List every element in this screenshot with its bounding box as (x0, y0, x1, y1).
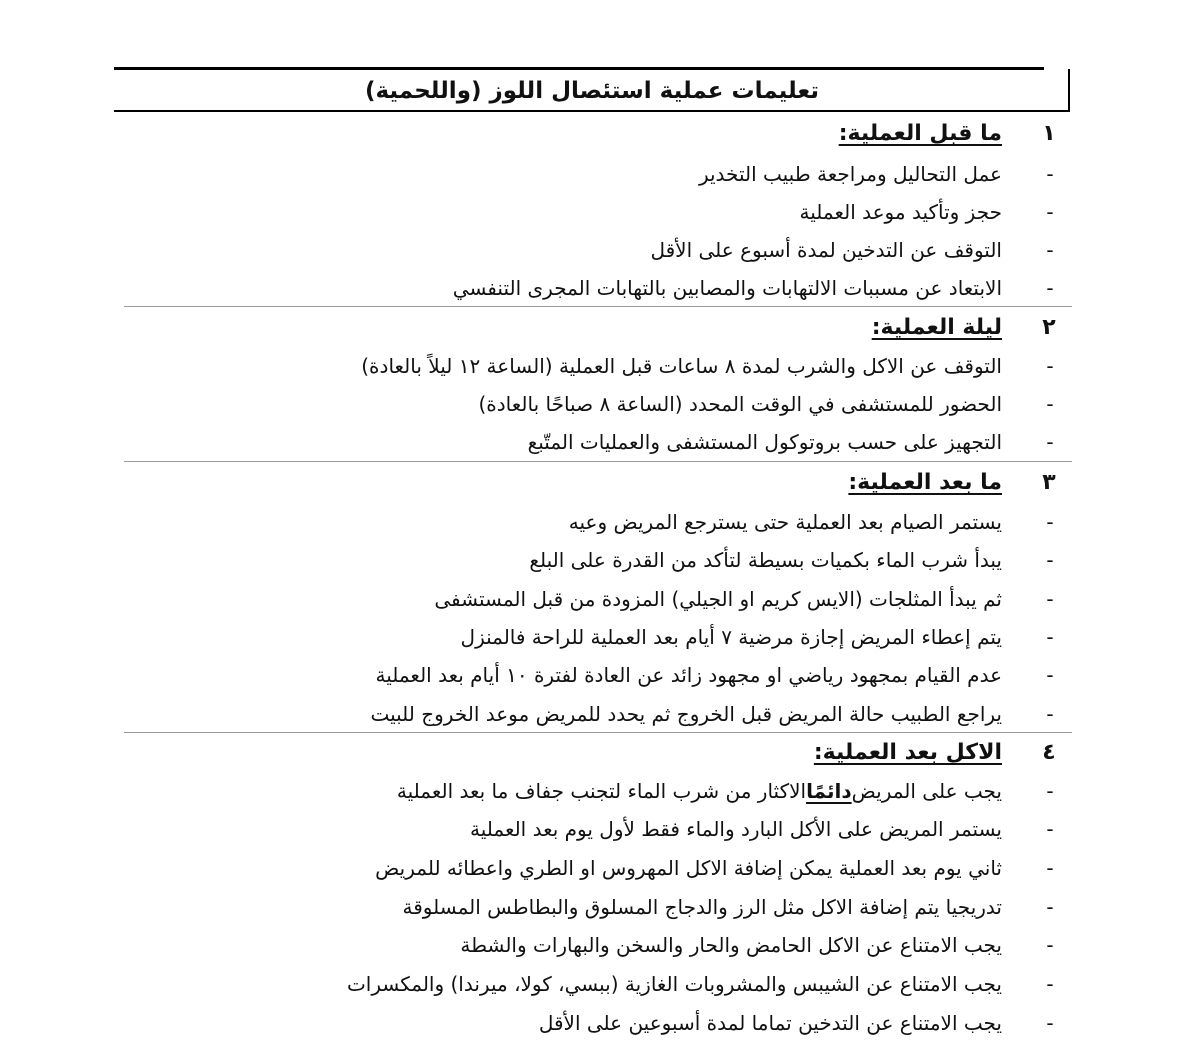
section-divider (124, 306, 1072, 307)
section-number: ٢ (1042, 314, 1056, 340)
bullet-dash: - (1046, 663, 1054, 687)
bullet-dash: - (1046, 779, 1054, 803)
bullet-dash: - (1046, 856, 1054, 880)
list-item (100, 1004, 1060, 1042)
list-item-text: يجب الامتناع عن التدخين تماما لمدة أسبوعين على الأقل (538, 1011, 1002, 1035)
bullet-dash: - (1046, 392, 1054, 416)
emphasis-text: دائمًا (806, 779, 852, 803)
list-item-text: الحضور للمستشفى في الوقت المحدد (الساعة ٨ صباحًا بالعادة) (478, 392, 1002, 416)
title-bottom-rule (114, 110, 1070, 112)
list-item-text: يجب الامتناع عن الاكل الحامض والحار والسخن والبهارات والشطة (460, 933, 1002, 957)
bullet-dash: - (1046, 162, 1054, 186)
list-item-text: يستمر الصيام بعد العملية حتى يسترجع المريض وعيه (568, 510, 1002, 534)
bullet-dash: - (1046, 587, 1054, 611)
page-title: تعليمات عملية استئصال اللوز (واللحمية) (364, 78, 820, 104)
list-item-text: يجب الامتناع عن الشيبس والمشروبات الغازية (ببسي، كولا، ميرندا) والمكسرات (346, 972, 1002, 996)
list-item (100, 695, 1060, 733)
list-item (100, 926, 1060, 964)
bullet-dash: - (1046, 510, 1054, 534)
section-heading-after-surgery (100, 463, 1060, 501)
list-item (100, 656, 1060, 694)
list-item-text: التجهيز على حسب بروتوكول المستشفى والعمليات المتّبع (527, 430, 1002, 454)
bullet-dash: - (1046, 933, 1054, 957)
list-item-text: تدريجيا يتم إضافة الاكل مثل الرز والدجاج المسلوق والبطاطس المسلوقة (402, 895, 1002, 919)
title-top-rule (114, 67, 1044, 70)
list-item (100, 193, 1060, 231)
bullet-dash: - (1046, 972, 1054, 996)
section-heading: الاكل بعد العملية: (813, 739, 1002, 765)
list-item-text: يستمر المريض على الأكل البارد والماء فقط لأول يوم بعد العملية (470, 817, 1002, 841)
list-item (100, 423, 1060, 461)
list-item (100, 155, 1060, 193)
list-item (100, 618, 1060, 656)
list-item (100, 385, 1060, 423)
bullet-dash: - (1046, 354, 1054, 378)
section-number: ١ (1042, 120, 1056, 146)
bullet-dash: - (1046, 548, 1054, 572)
bullet-dash: - (1046, 817, 1054, 841)
list-item (100, 965, 1060, 1003)
section-heading-eating-after-surgery (100, 733, 1060, 771)
list-item (100, 541, 1060, 579)
section-divider (124, 461, 1072, 462)
list-item (100, 849, 1060, 887)
list-item (100, 231, 1060, 269)
list-item (100, 269, 1060, 307)
list-item-text: حجز وتأكيد موعد العملية (799, 200, 1002, 224)
list-item-text (397, 772, 1002, 810)
bullet-dash: - (1046, 238, 1054, 262)
bullet-dash: - (1046, 702, 1054, 726)
bullet-dash: - (1046, 430, 1054, 454)
list-item (100, 772, 1060, 810)
list-item-text: يراجع الطبيب حالة المريض قبل الخروج ثم يحدد للمريض موعد الخروج للبيت (370, 702, 1002, 726)
section-number: ٣ (1042, 469, 1056, 495)
list-item-text-part: يجب على المريض (851, 779, 1002, 803)
list-item-text: يبدأ شرب الماء بكميات بسيطة لتأكد من القدرة على البلع (529, 548, 1002, 572)
section-heading: ما قبل العملية: (838, 120, 1002, 146)
list-item-text: عدم القيام بمجهود رياضي او مجهود زائد عن العادة لفترة ١٠ أيام بعد العملية (375, 663, 1002, 687)
list-item-text-part: الاكثار من شرب الماء لتجنب جفاف ما بعد العملية (396, 779, 807, 803)
list-item (100, 347, 1060, 385)
bullet-dash: - (1046, 276, 1054, 300)
list-item (100, 503, 1060, 541)
section-heading: ليلة العملية: (871, 314, 1002, 340)
section-heading: ما بعد العملية: (848, 469, 1002, 495)
list-item-text: التوقف عن الاكل والشرب لمدة ٨ ساعات قبل العملية (الساعة ١٢ ليلاً بالعادة) (361, 354, 1002, 378)
bullet-dash: - (1046, 625, 1054, 649)
bullet-dash: - (1046, 895, 1054, 919)
list-item-text: الابتعاد عن مسببات الالتهابات والمصابين بالتهابات المجرى التنفسي (452, 276, 1002, 300)
list-item-text: التوقف عن التدخين لمدة أسبوع على الأقل (650, 238, 1002, 262)
section-heading-surgery-night (100, 308, 1060, 346)
list-item (100, 580, 1060, 618)
bullet-dash: - (1046, 1011, 1054, 1035)
list-item-text: ثاني يوم بعد العملية يمكن إضافة الاكل المهروس او الطري واعطائه للمريض (375, 856, 1002, 880)
bullet-dash: - (1046, 200, 1054, 224)
list-item-text: عمل التحاليل ومراجعة طبيب التخدير (698, 162, 1002, 186)
list-item (100, 810, 1060, 848)
section-heading-before-surgery (100, 114, 1060, 152)
section-number: ٤ (1042, 739, 1056, 765)
list-item-text: ثم يبدأ المثلجات (الايس كريم او الجيلي) المزودة من قبل المستشفى (434, 587, 1002, 611)
list-item-text: يتم إعطاء المريض إجازة مرضية ٧ أيام بعد العملية للراحة فالمنزل (460, 625, 1002, 649)
list-item (100, 888, 1060, 926)
